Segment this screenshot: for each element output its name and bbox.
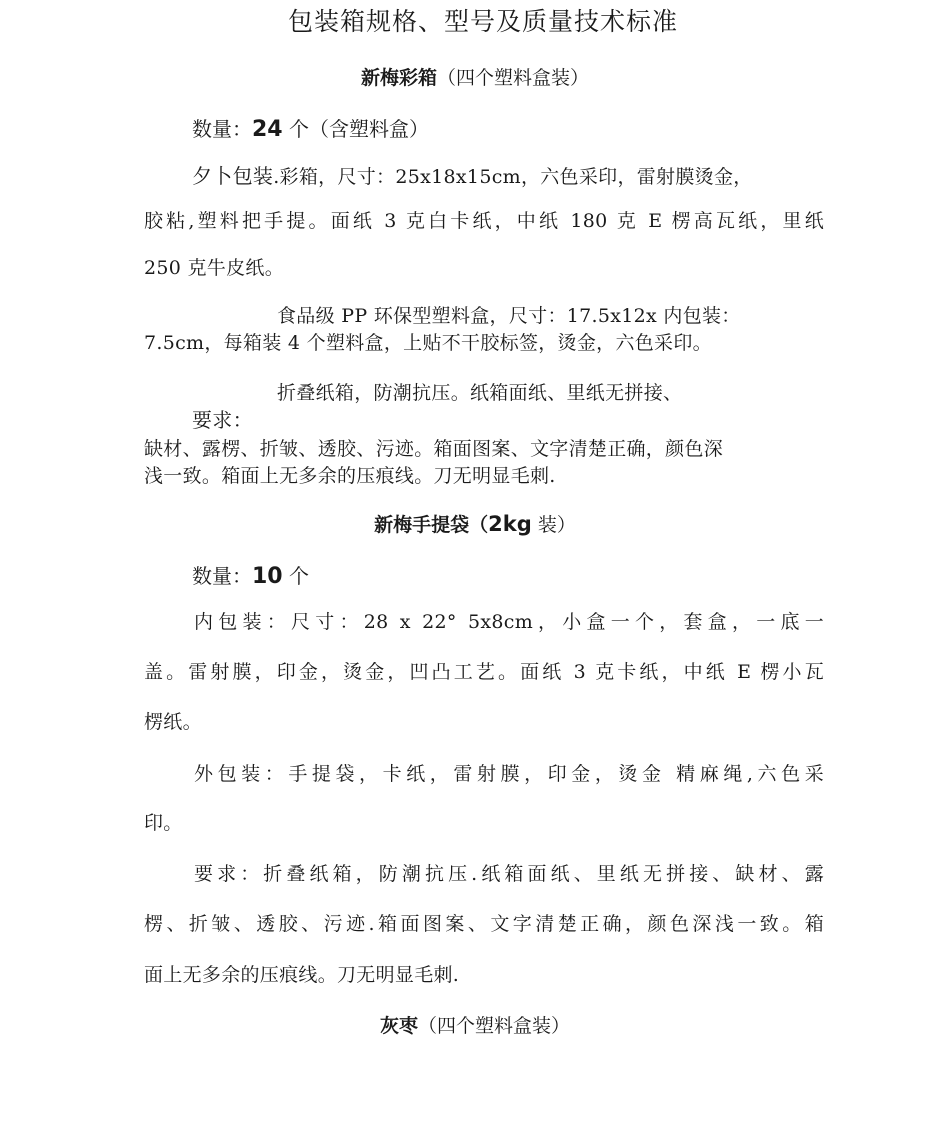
section-heading — [0, 63, 950, 90]
inner-packaging-line-3: 楞纸。 — [144, 711, 202, 733]
section-name: 新梅彩箱 — [360, 67, 437, 89]
requirements-line-1: 折叠纸箱，防潮抗压。纸箱面纸、里纸无拼接、 — [277, 382, 683, 404]
outer-packaging-line-1 — [192, 160, 824, 189]
requirements-line-3: 浅一致。箱面上无多余的压痕线。刀无明显毛刺. — [144, 465, 556, 487]
quantity-value: 24 — [252, 117, 283, 142]
section-heading — [0, 510, 950, 537]
inner-packaging-text: 食品级 PP 环保型塑料盒，尺寸：17.5x12x — [277, 305, 658, 327]
outer-packaging-line-1: 外包装：手提袋，卡纸，雷射膜，印金，烫金 精麻绳,六色采 — [194, 763, 824, 785]
requirements-label: 要求： — [192, 408, 253, 432]
outer-packaging-line-3: 250 克牛皮纸。 — [144, 257, 285, 279]
inner-packaging-line-1: 内包装：尺寸：28 x 22° 5x8cm，小盒一个，套盒，一底一 — [194, 611, 824, 633]
outer-packaging-line-2: 胶粘,塑料把手提。面纸 3 克白卡纸，中纸 180 克 E 楞高瓦纸，里纸 — [144, 210, 824, 232]
inner-packaging-line-1 — [277, 301, 741, 328]
section-name-suffix: （四个塑料盒装） — [437, 67, 590, 89]
outer-packaging-text: .彩箱，尺寸：25x18x15cm，六色采印，雷射膜烫金， — [273, 166, 753, 188]
outer-packaging-label: 夕卜包装 — [192, 164, 274, 188]
requirements-line-3: 面上无多余的压痕线。刀无明显毛刺. — [144, 964, 460, 986]
requirements-line-2: 缺材、露楞、折皱、透胶、污迹。箱面图案、文字清楚正确，颜色深 — [144, 438, 724, 460]
quantity-line — [192, 560, 309, 589]
quantity-unit: 个 — [288, 117, 309, 141]
section-name: 新梅手提袋 — [374, 514, 470, 536]
requirements-line-2: 楞、折皱、透胶、污迹.箱面图案、文字清楚正确，颜色深浅一致。箱 — [144, 913, 824, 935]
quantity-line — [192, 113, 429, 142]
document-title: 包装箱规格、型号及质量技术标准 — [287, 7, 678, 36]
section-heading — [0, 1011, 950, 1038]
section-name: 灰枣 — [379, 1015, 418, 1037]
inner-packaging-line-2: 盖。雷射膜，印金，烫金，凹凸工艺。面纸 3 克卡纸，中纸 E 楞小瓦 — [144, 661, 824, 683]
outer-packaging-line-2: 印。 — [144, 812, 183, 834]
section-name-paren: （ — [469, 514, 489, 536]
quantity-label: 数量： — [192, 117, 252, 141]
section-name-weight: 2kg — [488, 512, 532, 536]
quantity-unit: 个 — [288, 564, 309, 588]
quantity-note: （含塑料盒） — [308, 117, 429, 141]
quantity-value: 10 — [252, 564, 283, 589]
inner-packaging-line-2: 7.5cm，每箱装 4 个塑料盒，上贴不干胶标签，烫金，六色采印。 — [144, 332, 712, 354]
section-name-suffix: （四个塑料盒装） — [418, 1015, 571, 1037]
requirements-line-1: 要求：折叠纸箱，防潮抗压.纸箱面纸、里纸无拼接、缺材、露 — [194, 863, 824, 885]
inner-packaging-label: 内包装： — [663, 305, 741, 327]
section-name-suffix: 装） — [531, 514, 576, 536]
quantity-label: 数量： — [192, 564, 252, 588]
